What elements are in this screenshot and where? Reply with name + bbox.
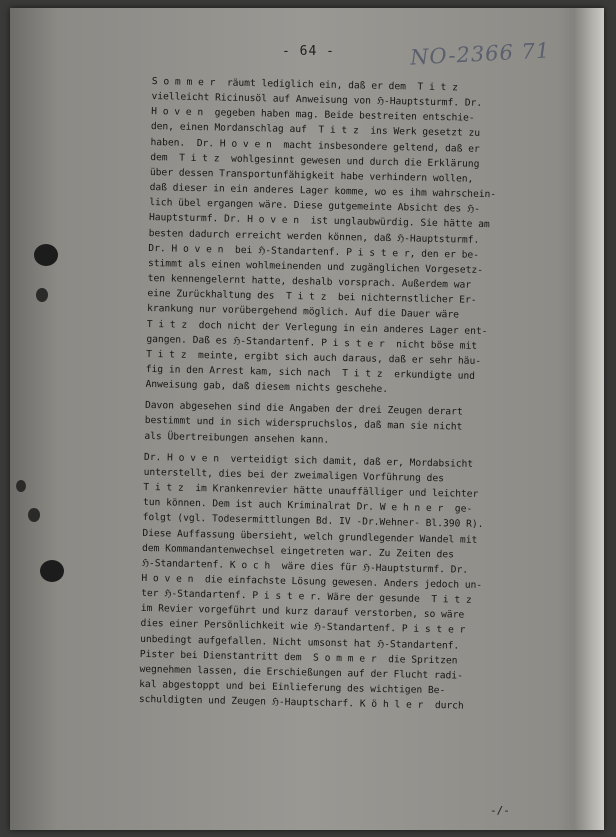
- text-line: folgt (vgl. Todesermittlungen Bd. IV -Dr.Wehner- Bl.390 R).: [142, 512, 484, 531]
- text-line: vielleicht Ricinusöl auf Anweisung von ℌ-Hauptsturmf. Dr.: [151, 91, 483, 110]
- continuation-mark: -/-: [490, 804, 510, 817]
- text-line: H o v e n gegeben haben mag. Beide bestreiten entschie-: [151, 106, 475, 125]
- text-line: T i t z im Krankenrevier hätte unauffälliger und leichter: [143, 481, 479, 500]
- text-line: Pister bei Dienstantritt dem S o m m e r die Spritzen: [139, 648, 458, 667]
- text-line: ter ℌ-Standartenf. P i s t e r. Wäre der gesunde T i t z: [141, 588, 472, 606]
- text-line: stimmt als einen wohlmeinenden und zugänglichen Vorgesetz-: [147, 257, 484, 276]
- text-line: haben. Dr. H o v e n macht insbesondere geltend, daß er: [150, 136, 480, 155]
- paragraph: [144, 398, 585, 453]
- binder-mark: [28, 508, 40, 522]
- text-line: schuldigten und Zeugen ℌ-Hauptscharf. K ö h l e r durch: [138, 694, 464, 712]
- punch-hole-top: [34, 244, 58, 266]
- text-line: Diese Auffassung übersieht, welch grundlegender Wandel mit: [142, 527, 478, 546]
- text-line: unterstellt, dies bei der zweimaligen Vorführung des: [143, 466, 445, 485]
- text-line: T i t z meinte, ergibt sich auch daraus, daß er sehr häu-: [146, 348, 482, 367]
- text-line: wegnehmen lassen, die Erschießungen auf der Flucht radi-: [139, 663, 464, 682]
- page-number: - 64 -: [282, 44, 335, 59]
- text-line: eine Zurückhaltung des T i t z bei nichternstlicher Er-: [147, 288, 477, 307]
- binder-mark: [36, 288, 48, 302]
- text-line: ℌ-Standartenf. K o c h wäre dies für ℌ-Hauptsturmf. Dr.: [141, 557, 469, 576]
- text-line: im Revier vorgeführt und kurz darauf verstorben, so wäre: [140, 603, 465, 621]
- document-body: [139, 74, 592, 720]
- text-line: den, einen Mordanschlag auf T i t z ins Werk gesetzt zu: [150, 121, 481, 140]
- text-line: tun können. Dem ist auch Kriminalrat Dr. W e h n e r ge-: [142, 497, 473, 516]
- text-line: dies einer Persönlichkeit wie ℌ-Standartenf. P i s t e r: [140, 618, 466, 637]
- text-line: dem Kommandantenwechsel eingetreten war. Zu Zeiten des: [141, 542, 455, 561]
- text-line: dem T i t z wohlgesinnt gewesen und durch die Erklärung: [150, 151, 480, 170]
- text-line: besten dadurch erreicht werden können, daß ℌ-Hauptsturmf.: [148, 227, 480, 246]
- text-line: unbedingt aufgefallen. Nicht umsonst hat ℌ-Standartenf.: [140, 633, 460, 652]
- paragraph: [145, 74, 592, 401]
- text-line: fig in den Arrest kam, sich nach T i t z erkundigte und: [145, 363, 476, 382]
- text-line: Anweisung gab, daß diesem nichts geschehe.: [145, 379, 389, 396]
- text-line: kal abgestoppt und bei Einlieferung des wichtigen Be-: [139, 678, 446, 697]
- text-line: Hauptsturmf. Dr. H o v e n ist unglaubwürdig. Sie hätte am: [148, 212, 490, 231]
- text-line: über dessen Transportunfähigkeit habe verhindern wollen,: [149, 166, 474, 185]
- text-line: bestimmt und in sich widerspruchslos, daß man sie nicht: [144, 415, 463, 434]
- punch-hole-bottom: [40, 560, 64, 582]
- document-page: [10, 8, 604, 830]
- text-line: krankung nur vorübergehend möglich. Auf die Dauer wäre: [146, 303, 460, 321]
- text-line: H o v e n die einfachste Lösung gewesen. Anders jedoch un-: [141, 572, 483, 592]
- paragraph: [139, 450, 584, 717]
- text-line: Dr. H o v e n verteidigt sich damit, daß er, Mordabsicht: [143, 451, 474, 470]
- text-line: S o m m e r räumt lediglich ein, daß er dem T i t z: [151, 75, 459, 94]
- text-line: T i t z doch nicht der Verlegung in ein anderes Lager ent-: [146, 318, 488, 337]
- text-line: ten kennengelernt hatte, deshalb vorsprach. Außerdem war: [147, 272, 472, 291]
- text-line: als Übertreibungen ansehen kann.: [144, 430, 330, 446]
- text-line: gangen. Daß es ℌ-Standartenf. P i s t e r nicht böse mit: [146, 333, 478, 352]
- text-line: lich übel ergangen wäre. Diese gutgemeinte Absicht des ℌ-: [149, 197, 481, 216]
- binder-mark: [16, 480, 26, 492]
- text-line: Dr. H o v e n bei ℌ-Standartenf. P i s t e r, den er be-: [148, 242, 480, 261]
- handwritten-reference: NO-2366 71: [409, 38, 551, 70]
- text-line: daß dieser in ein anderes Lager komme, wo es ihm wahrschein-: [149, 182, 497, 201]
- text-line: Davon abgesehen sind die Angaben der drei Zeugen derart: [144, 400, 463, 418]
